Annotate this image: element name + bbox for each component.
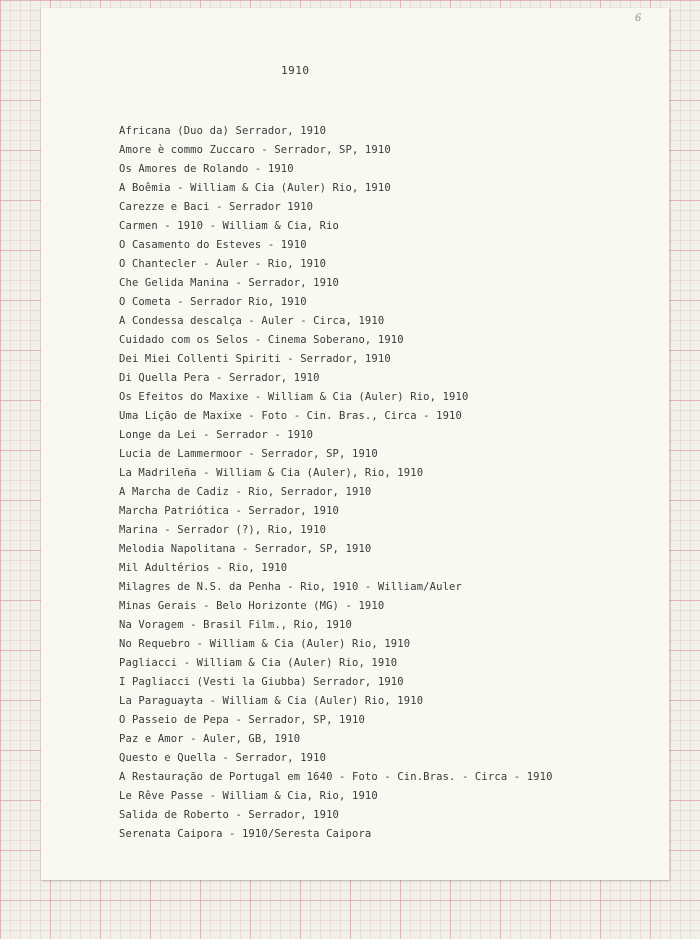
list-item: A Boêmia - William & Cia (Auler) Rio, 1910	[119, 182, 391, 194]
list-item: Pagliacci - William & Cia (Auler) Rio, 1910	[119, 657, 398, 669]
list-item: Carmen - 1910 - William & Cia, Rio	[119, 220, 340, 232]
list-item: Di Quella Pera - Serrador, 1910	[119, 372, 320, 384]
film-list	[119, 122, 659, 844]
list-item: O Chantecler - Auler - Rio, 1910	[119, 258, 327, 270]
list-item: Che Gelida Manina - Serrador, 1910	[119, 277, 340, 289]
list-item: Salida de Roberto - Serrador, 1910	[119, 809, 340, 821]
list-item: Os Efeitos do Maxixe - William & Cia (Auler) Rio, 1910	[119, 391, 469, 403]
list-item: Dei Miei Collenti Spiriti - Serrador, 1910	[119, 353, 391, 365]
list-item: Longe da Lei - Serrador - 1910	[119, 429, 314, 441]
handwritten-page-number: 6	[635, 10, 641, 24]
list-item: Uma Lição de Maxixe - Foto - Cin. Bras., Circa - 1910	[119, 410, 462, 422]
list-item: Os Amores de Rolando - 1910	[119, 163, 294, 175]
list-item: Melodia Napolitana - Serrador, SP, 1910	[119, 543, 372, 555]
list-item: La Paraguayta - William & Cia (Auler) Rio, 1910	[119, 695, 424, 707]
list-item: A Restauração de Portugal em 1640 - Foto - Cin.Bras. - Circa - 1910	[119, 771, 553, 783]
list-item: Paz e Amor - Auler, GB, 1910	[119, 733, 301, 745]
list-item: Na Voragem - Brasil Film., Rio, 1910	[119, 619, 352, 631]
list-item: No Requebro - William & Cia (Auler) Rio, 1910	[119, 638, 411, 650]
list-item: Minas Gerais - Belo Horizonte (MG) - 1910	[119, 600, 385, 612]
list-item: La Madrileña - William & Cia (Auler), Rio, 1910	[119, 467, 424, 479]
list-item: Questo e Quella - Serrador, 1910	[119, 752, 327, 764]
list-item: O Cometa - Serrador Rio, 1910	[119, 296, 307, 308]
list-item: Carezze e Baci - Serrador 1910	[119, 201, 314, 213]
list-item: Le Rêve Passe - William & Cia, Rio, 1910	[119, 790, 378, 802]
list-item: I Pagliacci (Vesti la Giubba) Serrador, 1910	[119, 676, 404, 688]
list-item: Marina - Serrador (?), Rio, 1910	[119, 524, 327, 536]
list-item: A Marcha de Cadiz - Rio, Serrador, 1910	[119, 486, 372, 498]
list-item: O Passeio de Pepa - Serrador, SP, 1910	[119, 714, 365, 726]
list-item: Marcha Patriótica - Serrador, 1910	[119, 505, 340, 517]
list-item: Africana (Duo da) Serrador, 1910	[119, 125, 327, 137]
list-item: A Condessa descalça - Auler - Circa, 1910	[119, 315, 385, 327]
list-item: Amore è commo Zuccaro - Serrador, SP, 1910	[119, 144, 391, 156]
list-item: Milagres de N.S. da Penha - Rio, 1910 - William/Auler	[119, 581, 462, 593]
page-heading-year: 1910	[281, 64, 310, 77]
list-item: O Casamento do Esteves - 1910	[119, 239, 307, 251]
document-sheet	[41, 8, 669, 880]
list-item: Lucia de Lammermoor - Serrador, SP, 1910	[119, 448, 378, 460]
list-item: Cuidado com os Selos - Cinema Soberano, 1910	[119, 334, 404, 346]
list-item: Mil Adultérios - Rio, 1910	[119, 562, 288, 574]
list-item: Serenata Caipora - 1910/Seresta Caipora	[119, 828, 372, 840]
